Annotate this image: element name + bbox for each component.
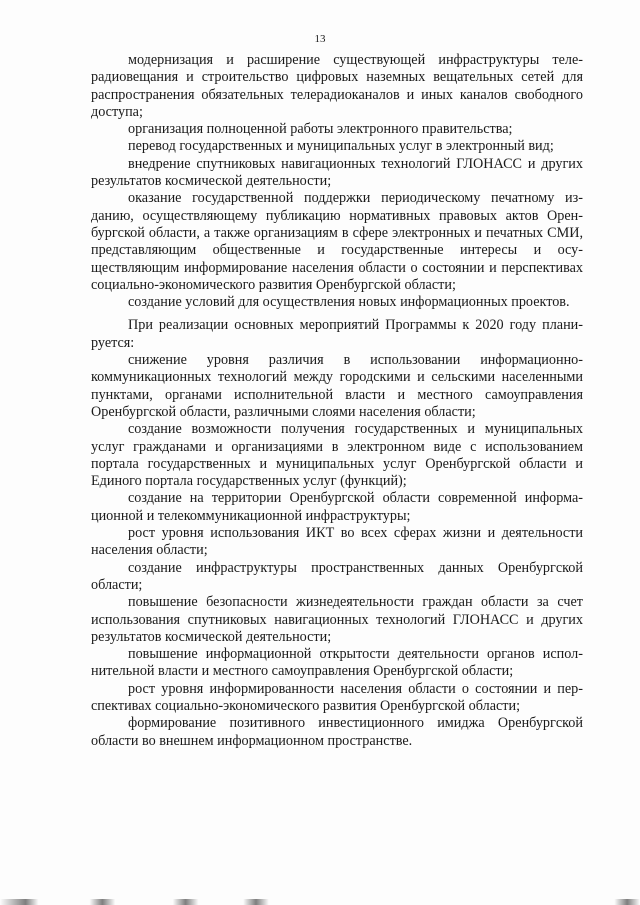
paragraph: рост уровня использования ИКТ во всех сферах жизни и деятельности населения области; <box>91 525 583 559</box>
paragraph: снижение уровня различия в использовании информационно-коммуникационных технологий между городскими и сельскими населенными пунктами, органами исполнительной власти и местного самоуправления Оренбургской области, различными слоями населения области; <box>91 352 583 420</box>
paragraph: организация полноценной работы электронного правительства; <box>128 121 513 138</box>
document-body <box>91 52 583 750</box>
page-number: 13 <box>314 33 326 45</box>
paragraph: формирование позитивного инвестиционного имиджа Оренбургской области во внешнем информационном пространстве. <box>91 715 583 749</box>
paragraph: рост уровня информированности населения области о состоянии и перспективах социально-экономического развития Оренбургской области; <box>91 680 583 714</box>
paragraph: создание на территории Оренбургской области современной информационной и телекоммуникационной инфраструктуры; <box>91 490 583 524</box>
scan-edge-artifact <box>0 899 640 905</box>
paragraph: создание условий для осуществления новых информационных проектов. <box>128 294 570 311</box>
paragraph: оказание государственной поддержки периодическому печатному изданию, осуществляющему публикацию нормативных правовых актов Оренбургской области, а также организациям в сфере электронных и печатных СМИ, представляющим общественные и государственные интересы и осуществляющим информирование населения области о состоянии и перспективах социально-экономического развития Оренбургской области; <box>91 190 583 293</box>
paragraph: При реализации основных мероприятий Программы к 2020 году планируется: <box>91 317 583 351</box>
paragraph: создание возможности получения государственных и муниципальных услуг гражданами и организациями в электронном виде с использованием портала государственных и муниципальных услуг Оренбургской области и Единого портала государственных услуг (функций); <box>91 421 583 490</box>
paragraph: повышение информационной открытости деятельности органов исполнительной власти и местного самоуправления Оренбургской области; <box>91 646 583 680</box>
paragraph: создание инфраструктуры пространственных данных Оренбургской области; <box>91 559 583 593</box>
paragraph: перевод государственных и муниципальных услуг в электронный вид; <box>128 138 554 155</box>
paragraph: повышение безопасности жизнедеятельности граждан области за счет использования спутниковых навигационных технологий ГЛОНАСС и других результатов космической деятельности; <box>91 594 583 645</box>
paragraph: модернизация и расширение существующей инфраструктуры телерадиовещания и строительство цифровых наземных вещательных сетей для распространения обязательных телерадиоканалов и иных каналов свободного доступа; <box>91 52 583 120</box>
paragraph: внедрение спутниковых навигационных технологий ГЛОНАСС и других результатов космической деятельности; <box>91 155 583 190</box>
